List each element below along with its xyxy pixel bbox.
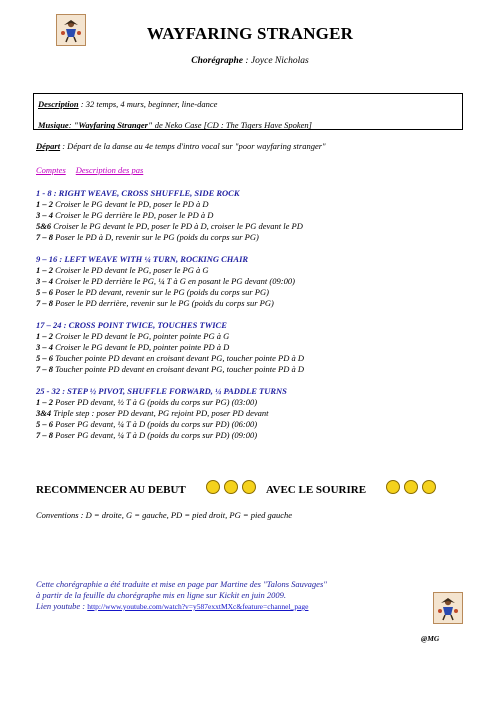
youtube-line xyxy=(36,601,308,612)
step-text: Poser le PD à D, revenir sur le PG (poids du corps sur PG) xyxy=(53,232,259,242)
step-row xyxy=(36,353,476,364)
smiley-icon xyxy=(224,480,238,494)
music-value: de Neko Case [CD : The Tigers Have Spoken] xyxy=(152,120,312,130)
step-count: 7 – 8 xyxy=(36,298,53,308)
step-count: 5 – 6 xyxy=(36,419,53,429)
section-title: 9 – 16 : LEFT WEAVE WITH ¼ TURN, ROCKING CHAIR xyxy=(36,254,249,264)
step-text: Poser PG devant, ¼ T à D (poids du corps sur PD) (06:00) xyxy=(53,419,258,429)
section-title: 17 – 24 : CROSS POINT TWICE, TOUCHES TWICE xyxy=(36,320,227,330)
step-count: 7 – 8 xyxy=(36,232,53,242)
step-text: Croiser le PG devant le PD, poser le PD à D, croiser le PG devant le PD xyxy=(51,221,303,231)
step-count: 5 – 6 xyxy=(36,353,53,363)
steps-header: Description des pas xyxy=(75,165,144,175)
counts-header: Comptes xyxy=(36,165,66,175)
step-row xyxy=(36,232,476,243)
step-row xyxy=(36,276,476,287)
step-count: 3 – 4 xyxy=(36,342,53,352)
smiley-group-right xyxy=(386,480,436,494)
start-label: Départ xyxy=(36,141,61,151)
section-4 xyxy=(36,385,476,441)
step-row xyxy=(36,265,476,276)
choreographer-value: : Joyce Nicholas xyxy=(243,56,309,66)
step-text: Toucher pointe PD devant en croisant devant PG, toucher pointe PD à D xyxy=(53,353,305,363)
section-2 xyxy=(36,253,476,309)
smiley-icon xyxy=(242,480,256,494)
step-text: Poser le PD derrière, revenir sur le PG (poids du corps sur PG) xyxy=(53,298,274,308)
description-value: : 32 temps, 4 murs, beginner, line-dance xyxy=(78,99,218,109)
step-count: 5 – 6 xyxy=(36,287,53,297)
page-title: WAYFARING STRANGER xyxy=(146,24,354,43)
description-label: Description xyxy=(38,99,79,109)
smiley-icon xyxy=(206,480,220,494)
step-row xyxy=(36,287,476,298)
section-title: 25 - 32 : STEP ½ PIVOT, SHUFFLE FORWARD, ¼ PADDLE TURNS xyxy=(36,386,287,396)
step-count: 5&6 xyxy=(36,221,52,231)
step-text: Croiser le PG derrière le PD, poser le PD à D xyxy=(53,210,214,220)
step-row xyxy=(36,331,476,342)
music-title: "Wayfaring Stranger" xyxy=(73,120,153,130)
step-row xyxy=(36,199,476,210)
step-text: Croiser le PG devant le PD, poser le PD à D xyxy=(53,199,209,209)
section-title: 1 - 8 : RIGHT WEAVE, CROSS SHUFFLE, SIDE ROCK xyxy=(36,188,240,198)
step-count: 1 – 2 xyxy=(36,199,53,209)
step-count: 7 – 8 xyxy=(36,430,53,440)
step-text: Triple step : poser PD devant, PG rejoint PD, poser PD devant xyxy=(51,408,269,418)
step-count: 3 – 4 xyxy=(36,276,53,286)
logo-icon xyxy=(433,592,463,624)
step-row xyxy=(36,397,476,408)
step-row xyxy=(36,221,476,232)
step-row xyxy=(36,364,476,375)
footer-line-2: à partir de la feuille du chorégraphe mis en ligne sur Kickit en juin 2009. xyxy=(36,590,287,600)
music-line xyxy=(38,118,458,132)
step-row xyxy=(36,210,476,221)
step-count: 7 – 8 xyxy=(36,364,53,374)
step-count: 3&4 xyxy=(36,408,52,418)
step-text: Croiser le PD devant le PG, pointer pointe PG à G xyxy=(53,331,230,341)
start-line xyxy=(36,141,326,152)
description-line xyxy=(38,97,458,111)
step-text: Croiser le PD devant le PG, poser le PG à G xyxy=(53,265,209,275)
info-box xyxy=(33,93,463,130)
music-colon: : xyxy=(68,120,74,130)
step-count: 1 – 2 xyxy=(36,331,53,341)
restart-right: AVEC LE SOURIRE xyxy=(266,484,367,496)
step-row xyxy=(36,419,476,430)
music-label: Musique xyxy=(38,120,69,130)
restart-left: RECOMMENCER AU DEBUT xyxy=(36,484,186,496)
step-text: Poser PD devant, ½ T à G (poids du corps sur PG) (03:00) xyxy=(53,397,258,407)
copyright: @MG xyxy=(421,634,440,643)
youtube-label: Lien youtube : xyxy=(36,601,88,611)
step-row xyxy=(36,298,476,309)
start-value: : Départ de la danse au 4e temps d'intro vocal sur "poor wayfaring stranger" xyxy=(60,141,326,151)
choreographer-label: Chorégraphe xyxy=(191,56,244,66)
step-count: 1 – 2 xyxy=(36,397,53,407)
step-row xyxy=(36,408,476,419)
footer-line-1: Cette chorégraphie a été traduite et mise en page par Martine des "Talons Sauvages" xyxy=(36,579,327,589)
step-text: Croiser le PG devant le PD, pointer pointe PD à D xyxy=(53,342,230,352)
step-row xyxy=(36,342,476,353)
smiley-icon xyxy=(386,480,400,494)
youtube-link[interactable]: http://www.youtube.com/watch?v=y587exxtMXc&feature=channel_page xyxy=(87,602,309,611)
column-headers xyxy=(36,165,143,176)
step-text: Croiser le PD derrière le PG, ¼ T à G en posant le PG devant (09:00) xyxy=(53,276,295,286)
conventions: Conventions : D = droite, G = gauche, PD = pied droit, PG = pied gauche xyxy=(36,510,293,520)
step-count: 3 – 4 xyxy=(36,210,53,220)
smiley-icon xyxy=(404,480,418,494)
step-row xyxy=(36,430,476,441)
step-text: Toucher pointe PD devant en croisant devant PG, toucher pointe PD à D xyxy=(53,364,305,374)
section-3 xyxy=(36,319,476,375)
smiley-group-left xyxy=(206,480,256,494)
choreographer-line xyxy=(0,56,500,66)
step-count: 1 – 2 xyxy=(36,265,53,275)
smiley-icon xyxy=(422,480,436,494)
section-1 xyxy=(36,187,476,243)
step-text: Poser le PD devant, revenir sur le PG (poids du corps sur PG) xyxy=(53,287,269,297)
step-text: Poser PG devant, ¼ T à D (poids du corps sur PD) (09:00) xyxy=(53,430,258,440)
